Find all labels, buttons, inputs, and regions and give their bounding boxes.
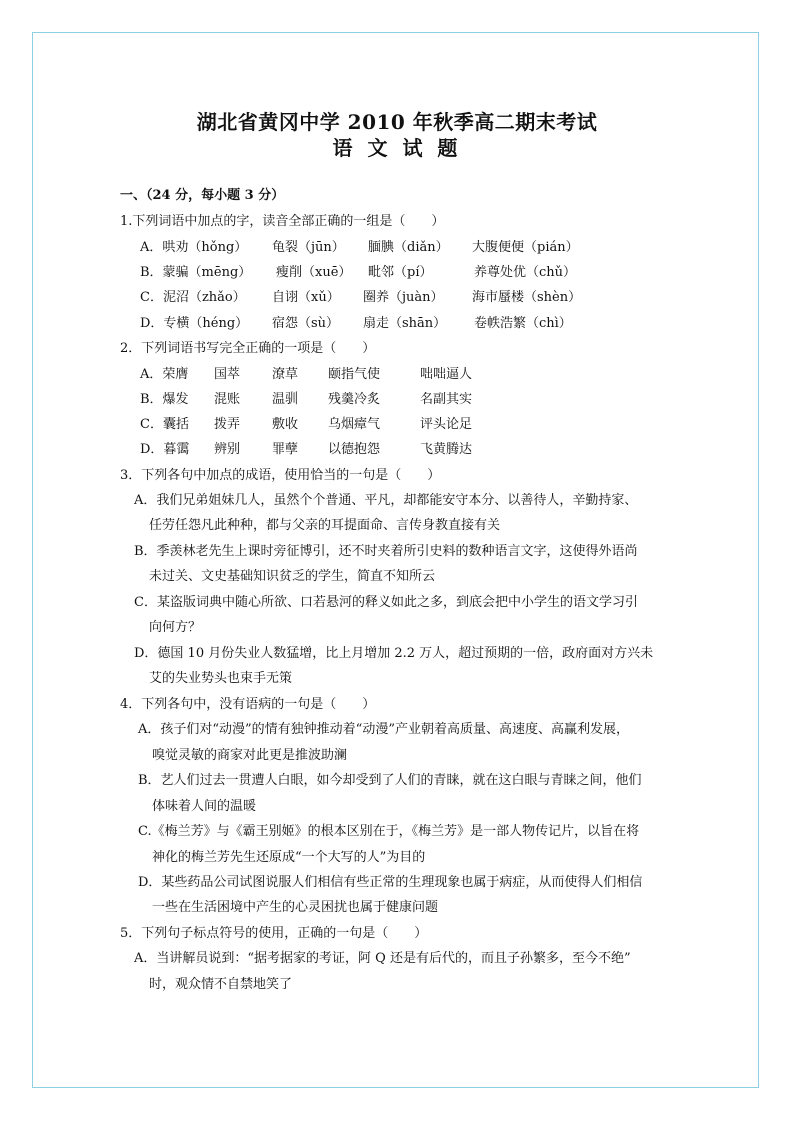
- question-4-stem: 4．下列各句中，没有语病的一句是（ ）: [120, 697, 376, 712]
- q2-d-2: 辨别: [214, 442, 241, 457]
- q1-d-2: 宿怨（sù）: [272, 316, 340, 331]
- q2-d-4: 以德抱怨: [328, 442, 381, 457]
- question-2-stem: 2．下列词语书写完全正确的一项是（ ）: [120, 341, 376, 356]
- q1-d-3: 扇走（shān）: [363, 316, 447, 331]
- q1-c-2: 自诩（xǔ）: [272, 290, 340, 305]
- q3-line-4: 未过关、文史基础知识贫乏的学生，简直不知所云: [149, 569, 436, 584]
- q2-c-2: 拨弄: [214, 417, 241, 432]
- q1-d-1: D．专横（héng）: [140, 316, 249, 331]
- q2-b-5: 名副其实: [420, 392, 473, 407]
- q2-b-4: 残羹冷炙: [328, 392, 381, 407]
- q3-line-5: C．某盗版词典中随心所欲、口若悬河的释义如此之多，到底会把中小学生的语文学习引: [134, 595, 638, 610]
- q4-line-6: 神化的梅兰芳先生还原成“一个大写的人”为目的: [152, 850, 426, 865]
- q2-d-1: D．暮霭: [140, 442, 190, 457]
- q4-line-2: 嗅觉灵敏的商家对此更是推波助澜: [152, 748, 348, 763]
- q2-a-5: 咄咄逼人: [420, 367, 473, 382]
- q4-line-3: B．艺人们过去一贯遭人白眼，如今却受到了人们的青睐，就在这白眼与青睐之间，他们: [138, 773, 642, 788]
- exam-subtitle: 语 文 试 题: [332, 136, 462, 160]
- question-3-stem: 3．下列各句中加点的成语，使用恰当的一句是（ ）: [120, 468, 441, 483]
- q2-a-3: 潦草: [272, 367, 299, 382]
- q4-line-5: C.《梅兰芳》与《霸王别姬》的根本区别在于，《梅兰芳》是一部人物传记片，以旨在将: [138, 824, 640, 839]
- q1-a-4: 大腹便便（pián）: [472, 240, 579, 255]
- q2-d-3: 罪孽: [272, 442, 299, 457]
- section-heading: 一、（24 分，每小题 3 分）: [120, 188, 285, 203]
- q2-d-5: 飞黄腾达: [420, 442, 473, 457]
- q5-line-2: 时，观众情不自禁地笑了: [149, 977, 293, 992]
- q1-b-1: B．蒙骗（mēng）: [140, 265, 252, 280]
- q3-line-8: 艾的失业势头也束手无策: [149, 671, 293, 686]
- q4-line-7: D．某些药品公司试图说服人们相信有些正常的生理现象也属于病症，从而使得人们相信: [138, 875, 643, 890]
- q2-b-1: B．爆发: [140, 392, 189, 407]
- q2-c-5: 评头论足: [420, 417, 473, 432]
- q2-c-4: 乌烟瘴气: [328, 417, 381, 432]
- q4-line-8: 一些在生活困境中产生的心灵困扰也属于健康问题: [152, 900, 439, 915]
- question-1-stem: 1.下列词语中加点的字，读音全部正确的一组是（ ）: [120, 214, 445, 229]
- q3-line-2: 任劳任怨凡此种种，都与父亲的耳提面命、言传身教直接有关: [149, 518, 501, 533]
- q1-d-4: 卷帙浩繁（chì）: [474, 316, 572, 331]
- q1-a-1: A．哄劝（hǒng）: [140, 240, 248, 255]
- q3-line-6: 向何方？: [149, 620, 202, 635]
- q2-c-3: 敷收: [272, 417, 299, 432]
- q2-b-3: 温驯: [272, 392, 299, 407]
- q4-line-4: 体味着人间的温暖: [152, 799, 257, 814]
- q2-b-2: 混账: [214, 392, 241, 407]
- q2-a-4: 颐指气使: [328, 367, 381, 382]
- q1-b-2: 瘦削（xuē）: [276, 265, 352, 280]
- q1-c-4: 海市蜃楼（shèn）: [472, 290, 582, 305]
- q2-a-2: 国萃: [214, 367, 241, 382]
- q1-a-3: 腼腆（diǎn）: [368, 240, 449, 255]
- q3-line-7: D．德国 10 月份失业人数猛增，比上月增加 2.2 万人，超过预期的一倍，政府面对方兴未: [134, 646, 654, 661]
- q1-b-3: 毗邻（pí）: [368, 265, 433, 280]
- q3-line-3: B．季羡林老先生上课时旁征博引，还不时夹着所引史料的数种语言文字，这使得外语尚: [134, 544, 638, 559]
- q2-c-1: C．囊括: [140, 417, 189, 432]
- q1-c-1: C．泥沼（zhǎo）: [140, 290, 246, 305]
- q2-a-1: A．荣膺: [140, 367, 189, 382]
- q5-line-1: A．当讲解员说到：“据考据家的考证，阿 Q 还是有后代的，而且子孙繁多，至今不绝”: [134, 951, 631, 966]
- q4-line-1: A．孩子们对“动漫”的情有独钟推动着“动漫”产业朝着高质量、高速度、高赢利发展，: [138, 722, 629, 737]
- q1-c-3: 圈养（juàn）: [363, 290, 444, 305]
- q3-line-1: A．我们兄弟姐妹几人，虽然个个普通、平凡，却都能安守本分、以善待人，辛勤持家、: [134, 493, 638, 508]
- q1-b-4: 养尊处优（chǔ）: [474, 265, 577, 280]
- q1-a-2: 龟裂（jūn）: [272, 240, 345, 255]
- exam-title: 湖北省黄冈中学 2010 年秋季高二期末考试: [196, 110, 598, 134]
- question-5-stem: 5．下列句子标点符号的使用，正确的一句是（ ）: [120, 926, 428, 941]
